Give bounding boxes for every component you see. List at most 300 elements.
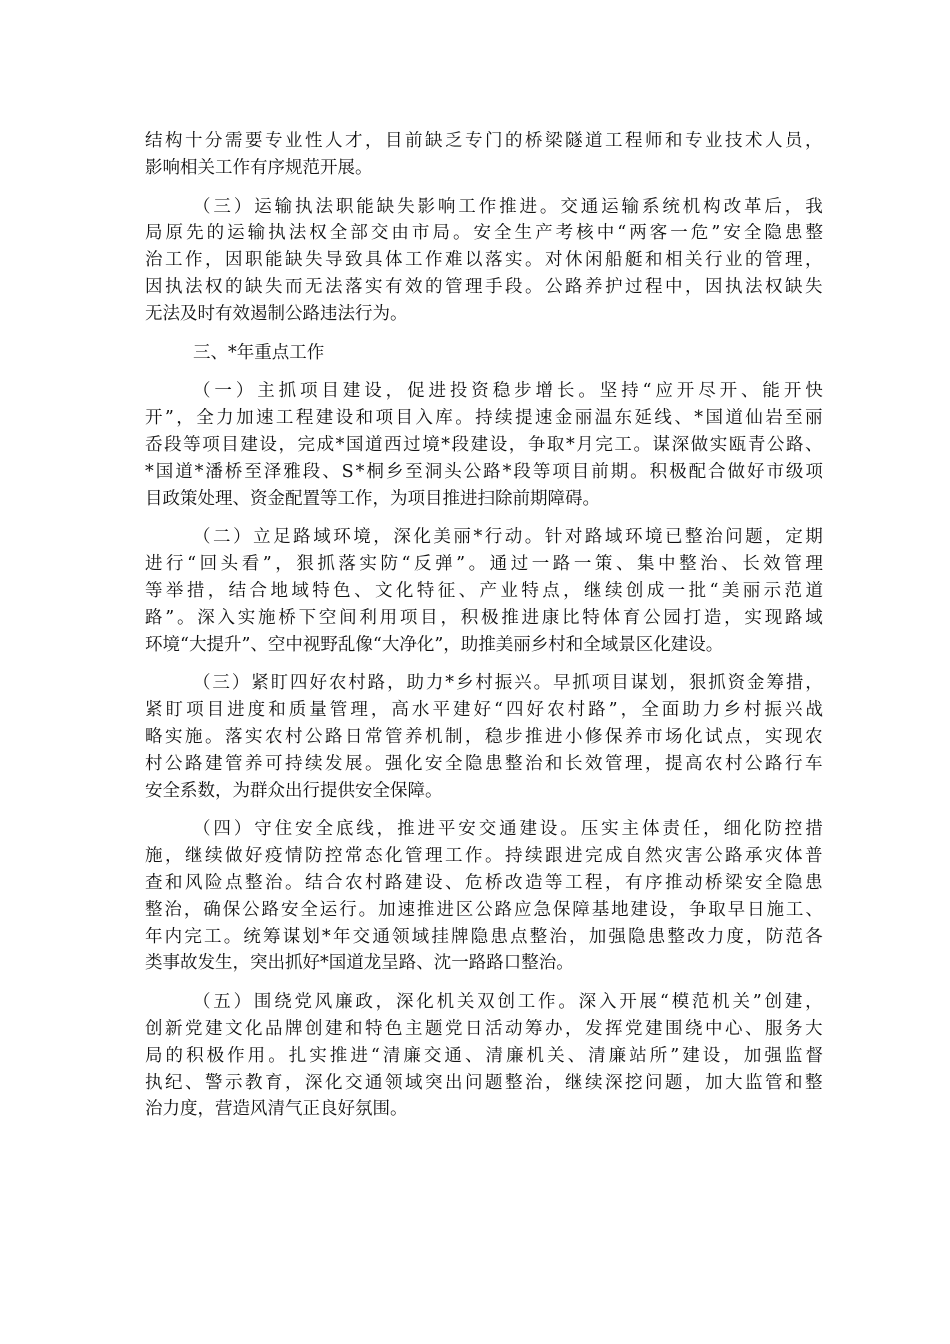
line-char: 下: [298, 607, 317, 628]
line-char: 整: [685, 527, 703, 548]
line-char: （: [193, 527, 211, 548]
line-char: 定: [785, 527, 803, 548]
line-char: 路: [385, 872, 403, 893]
line-char: 度: [726, 926, 744, 947]
line-char: 清: [588, 1045, 606, 1066]
line-char: 围: [253, 992, 272, 1013]
line-char: 化: [413, 527, 431, 548]
line-char: 强: [764, 1045, 782, 1066]
line-char: 技: [725, 131, 743, 151]
line-char: 前: [405, 131, 423, 151]
line-char: 体: [641, 819, 660, 840]
line-char: 园: [663, 607, 681, 628]
line-char: 持: [505, 846, 523, 867]
line-char: 管: [605, 753, 623, 774]
line-char: 隐: [628, 926, 646, 947]
line-char: 至: [785, 408, 803, 429]
line-char: 务: [785, 1018, 803, 1039]
line-char: 村: [348, 673, 366, 694]
line-char: 化: [416, 992, 434, 1013]
line-char: 市: [411, 223, 430, 244]
line-char: 农: [705, 753, 723, 774]
line-char: 工: [275, 408, 294, 429]
line-char: 和: [645, 250, 663, 271]
line-char: 治: [265, 872, 283, 893]
line-char: 化: [395, 580, 414, 601]
line-char: 境: [353, 527, 371, 548]
line-char: 底: [335, 819, 354, 840]
line-char: 完: [184, 926, 202, 947]
line-char: 区: [455, 899, 474, 920]
line-char: 续: [604, 580, 623, 601]
line-char: “: [659, 992, 669, 1013]
line-char: 路: [765, 753, 783, 774]
line-char: ”: [670, 1045, 680, 1066]
line-char: 现: [764, 607, 783, 628]
line-char: 休: [565, 250, 583, 271]
line-char: 路: [565, 276, 583, 297]
line-char: ，: [765, 527, 783, 548]
line-char: 机: [425, 726, 443, 747]
line-text: 安全系数，为群众出行提供安全保障。: [145, 780, 443, 801]
line-char: 实: [765, 726, 783, 747]
line-char: 续: [305, 753, 323, 774]
line-char: 争: [527, 434, 546, 455]
line-char: 丽: [742, 580, 761, 601]
line-char: 进: [428, 381, 446, 402]
line-char: 实: [309, 1045, 327, 1066]
line-char: 有: [385, 276, 403, 297]
line-char: ”: [456, 554, 466, 575]
line-char: 警: [205, 1072, 223, 1093]
line-char: 统: [662, 196, 680, 217]
text-line: [145, 247, 823, 274]
line-char: 治: [145, 250, 163, 271]
line-char: 成: [646, 580, 665, 601]
section-heading: 三、*年重点工作: [193, 342, 325, 363]
line-char: 乡: [723, 700, 741, 721]
line-char: 对: [545, 250, 563, 271]
line-char: 持: [285, 753, 303, 774]
line-char: 政: [355, 992, 373, 1013]
line-char: 线: [356, 819, 374, 840]
line-char: 金: [747, 673, 765, 694]
line-char: *: [441, 434, 450, 455]
line-char: 东: [614, 408, 633, 429]
line-char: 争: [688, 899, 707, 920]
line-char: 管: [765, 1072, 783, 1093]
line-char: 年: [332, 926, 351, 947]
line-char: 建: [630, 899, 649, 920]
line-char: 配: [688, 461, 707, 482]
line-char: 日: [747, 899, 765, 920]
line-char: 、: [615, 554, 634, 575]
line-char: 落: [338, 554, 356, 575]
line-char: 创: [497, 992, 515, 1013]
line-char: 专: [685, 131, 703, 151]
line-char: 量: [309, 700, 327, 721]
line-char: 道: [175, 461, 193, 482]
line-char: 运: [254, 196, 272, 217]
line-char: 建: [452, 700, 471, 721]
line-char: 过: [403, 434, 421, 455]
line-char: 好: [245, 846, 263, 867]
line-char: 问: [725, 527, 743, 548]
text-line: [145, 274, 823, 301]
line-char: 设: [259, 434, 277, 455]
line-char: 责: [662, 819, 680, 840]
line-char: 三: [213, 196, 231, 217]
line-char: 地: [611, 899, 629, 920]
line-char: 入: [598, 992, 617, 1013]
line-char: 普: [805, 846, 823, 867]
line-char: 部: [350, 223, 368, 244]
line-char: “: [709, 580, 719, 601]
line-char: 态: [365, 846, 383, 867]
line-char: 效: [585, 753, 603, 774]
line-char: 党: [185, 1018, 203, 1039]
text-line: [145, 816, 823, 843]
line-char: 挖: [625, 1072, 643, 1093]
line-char: 执: [165, 276, 183, 297]
line-char: 集: [636, 554, 655, 575]
line-char: 安: [425, 753, 443, 774]
line-char: 理: [465, 276, 483, 297]
line-char: 用: [379, 607, 398, 628]
line-char: 全: [329, 223, 348, 244]
line-char: 划: [650, 673, 668, 694]
line-char: 足: [273, 527, 291, 548]
line-char: 围: [665, 1018, 683, 1039]
line-char: 。: [455, 408, 473, 429]
line-char: 桥: [485, 872, 503, 893]
line-char: 持: [475, 408, 493, 429]
line-char: *: [565, 434, 575, 455]
line-char: 纪: [165, 1072, 183, 1093]
line-char: ，: [370, 700, 389, 721]
line-char: 等: [183, 434, 201, 455]
line-char: 题: [485, 1072, 503, 1093]
line-char: 管: [405, 846, 423, 867]
line-char: 村: [743, 700, 762, 721]
line-char: 日: [465, 1018, 483, 1039]
line-char: 题: [665, 1072, 683, 1093]
line-char: 隐: [470, 926, 489, 947]
line-char: 关: [547, 1045, 565, 1066]
line-char: 延: [634, 408, 652, 429]
line-char: 手: [485, 276, 503, 297]
line-char: 建: [240, 434, 258, 455]
line-char: 深: [578, 992, 597, 1013]
line-char: 桥: [525, 131, 543, 151]
line-char: 建: [315, 408, 334, 429]
line-char: 因: [705, 276, 723, 297]
line-char: （: [193, 819, 211, 840]
text-line: [145, 897, 823, 924]
line-char: 地: [270, 580, 288, 601]
line-char: ，: [385, 381, 404, 402]
line-char: 。: [533, 673, 552, 694]
line-char: 安: [295, 819, 313, 840]
line-char: 工: [614, 434, 632, 455]
line-char: 通: [580, 196, 599, 217]
line-char: 推: [525, 726, 543, 747]
line-char: 特: [416, 580, 435, 601]
line-char: 公: [463, 461, 482, 482]
line-char: 交: [478, 819, 497, 840]
line-char: 活: [485, 1018, 503, 1039]
line-char: ”: [711, 223, 721, 244]
line-char: 目: [420, 607, 438, 628]
line-char: 征: [437, 580, 456, 601]
line-char: ，: [563, 580, 581, 601]
line-char: 国: [705, 408, 723, 429]
line-char: ）: [233, 819, 252, 840]
line-char: 党: [445, 1018, 463, 1039]
line-char: 的: [225, 276, 243, 297]
line-char: 题: [425, 1018, 443, 1039]
line-char: 构: [703, 196, 721, 217]
line-char: 整: [679, 554, 697, 575]
line-char: 需: [225, 131, 243, 151]
line-char: 法: [745, 276, 763, 297]
line-char: 站: [629, 1045, 647, 1066]
line-char: 步: [505, 726, 523, 747]
line-char: 环: [333, 527, 351, 548]
line-char: 度: [247, 700, 266, 721]
line-char: ，: [440, 607, 458, 628]
line-char: 模: [671, 992, 690, 1013]
line-char: 路: [588, 700, 606, 721]
line-char: 中: [705, 1018, 723, 1039]
line-char: 建: [205, 753, 223, 774]
line-char: 一: [573, 554, 592, 575]
line-char: 执: [295, 196, 313, 217]
line-char: 试: [705, 726, 723, 747]
line-char: 障: [572, 899, 590, 920]
line-char: 等: [145, 580, 163, 601]
line-char: 道: [585, 131, 603, 151]
line-char: 整: [805, 223, 823, 244]
line-char: 深: [395, 992, 414, 1013]
line-char: 法: [288, 223, 307, 244]
line-char: ）: [231, 673, 250, 694]
line-char: 推: [501, 607, 519, 628]
line-char: 设: [649, 899, 668, 920]
line-char: 加: [705, 1072, 723, 1093]
line-char: 。: [578, 381, 596, 402]
line-char: 车: [805, 753, 823, 774]
line-char: 至: [244, 461, 262, 482]
line-char: 。: [452, 223, 471, 244]
line-text: 目政策处理、资金配置等工作，为项目推进扫除前期障碍。: [145, 488, 600, 509]
text-line: [145, 924, 823, 951]
line-char: 通: [499, 819, 517, 840]
line-char: 特: [582, 607, 600, 628]
line-char: 保: [552, 899, 571, 920]
line-char: 进: [227, 700, 245, 721]
line-char: 控: [784, 819, 803, 840]
line-char: 续: [585, 1072, 603, 1093]
line-char: 年: [145, 926, 163, 947]
line-char: 路: [367, 673, 386, 694]
line-char: 养: [625, 726, 643, 747]
line-char: 理: [350, 700, 368, 721]
line-char: 题: [745, 527, 763, 548]
line-char: 法: [325, 276, 343, 297]
line-char: ，: [645, 753, 663, 774]
line-char: 作: [465, 846, 483, 867]
line-char: 和: [665, 131, 683, 151]
text-line: [145, 220, 823, 247]
line-char: 开: [783, 381, 802, 402]
line-char: （: [193, 992, 211, 1013]
line-char: 缺: [425, 131, 443, 151]
line-char: 期: [805, 527, 823, 548]
line-char: 体: [785, 846, 803, 867]
line-char: 资: [471, 381, 489, 402]
line-char: 效: [763, 554, 781, 575]
line-char: 结: [305, 872, 323, 893]
line-char: 工: [204, 926, 222, 947]
line-char: 党: [625, 1018, 643, 1039]
line-char: 工: [165, 250, 183, 271]
line-char: 开: [719, 381, 738, 402]
paragraph-party-conduct: [145, 989, 823, 1123]
line-char: 四: [506, 700, 524, 721]
text-line: [145, 194, 823, 221]
line-char: 域: [411, 926, 430, 947]
line-char: 公: [165, 753, 183, 774]
line-char: 造: [525, 872, 543, 893]
line-char: 取: [546, 434, 565, 455]
line-char: 增: [535, 381, 553, 402]
line-char: 道: [365, 434, 383, 455]
line-char: 面: [661, 700, 680, 721]
line-char: *: [335, 434, 345, 455]
line-char: 交: [345, 1072, 363, 1093]
line-char: 速: [255, 408, 274, 429]
line-char: 风: [185, 872, 203, 893]
line-char: 等: [545, 872, 563, 893]
line-text: 类事故发生，突出抓好*国道龙呈路、沈一路路口整治。: [145, 953, 574, 974]
line-char: 作: [538, 992, 556, 1013]
line-char: 。: [524, 527, 543, 548]
line-char: 乡: [385, 461, 404, 482]
line-char: 治: [525, 1072, 543, 1093]
line-char: 路: [784, 607, 803, 628]
line-char: 。: [205, 726, 223, 747]
line-char: 的: [206, 223, 225, 244]
line-char: 长: [565, 753, 583, 774]
line-char: 域: [604, 527, 623, 548]
line-char: 提: [665, 753, 683, 774]
line-char: 问: [645, 1072, 663, 1093]
line-char: 缺: [285, 250, 303, 271]
line-char: 打: [683, 607, 702, 628]
line-char: 能: [356, 196, 374, 217]
line-char: 示: [763, 580, 782, 601]
line-char: 路: [145, 607, 163, 628]
line-char: ，: [373, 527, 391, 548]
line-char: 创: [764, 992, 783, 1013]
line-char: 筹: [525, 1018, 543, 1039]
line-char: 筹: [263, 926, 281, 947]
line-char: 谋: [652, 434, 670, 455]
line-char: 桥: [278, 607, 296, 628]
line-char: 、: [445, 872, 463, 893]
line-char: 心: [725, 1018, 743, 1039]
line-char: 续: [495, 408, 513, 429]
line-char: 的: [165, 1045, 184, 1066]
line-char: 保: [605, 726, 623, 747]
line-char: 点: [510, 926, 528, 947]
line-char: 深: [305, 1072, 323, 1093]
line-char: 绕: [685, 1018, 703, 1039]
line-char: 化: [325, 1072, 343, 1093]
line-char: 、: [721, 554, 739, 575]
line-char: 继: [584, 580, 602, 601]
line-char: 库: [435, 408, 453, 429]
text-line: [145, 578, 823, 605]
line-char: 力: [706, 926, 725, 947]
line-char: 十: [185, 131, 203, 151]
line-char: 日: [345, 726, 363, 747]
line-char: 反: [414, 554, 432, 575]
line-char: 推: [665, 872, 683, 893]
line-char: 大: [805, 1018, 823, 1039]
line-char: 查: [145, 872, 163, 893]
line-char: 梁: [545, 131, 563, 151]
line-char: 目: [321, 381, 339, 402]
line-char: 稳: [492, 381, 511, 402]
line-char: 要: [245, 131, 263, 151]
line-char: 过: [510, 554, 529, 575]
line-char: “: [401, 554, 411, 575]
line-char: 失: [305, 250, 323, 271]
line-char: 早: [552, 673, 571, 694]
line-char: 治: [700, 554, 718, 575]
line-char: 头: [220, 554, 239, 575]
line-char: 患: [485, 753, 503, 774]
line-char: 成: [316, 434, 335, 455]
line-char: 农: [345, 872, 363, 893]
line-char: 创: [145, 1018, 163, 1039]
line-char: 路: [293, 527, 311, 548]
line-char: 、: [322, 461, 340, 482]
line-char: 推: [416, 899, 435, 920]
line-char: 双: [477, 992, 495, 1013]
line-char: 进: [350, 1045, 368, 1066]
line-char: 项: [202, 434, 220, 455]
line-char: 。: [223, 926, 242, 947]
line-char: 级: [785, 461, 804, 482]
line-char: 管: [445, 276, 463, 297]
line-char: 无: [305, 276, 323, 297]
line-char: ，: [275, 554, 293, 575]
line-char: 。: [633, 434, 651, 455]
line-char: 力: [702, 700, 721, 721]
line-char: 危: [465, 872, 483, 893]
line-char: 长: [742, 554, 760, 575]
line-char: 有: [625, 872, 643, 893]
line-char: 已: [665, 527, 683, 548]
line-char: 改: [723, 196, 742, 217]
line-char: 立: [253, 527, 271, 548]
line-char: 。: [560, 819, 578, 840]
line-char: 执: [145, 1072, 163, 1093]
line-char: 理: [625, 753, 643, 774]
